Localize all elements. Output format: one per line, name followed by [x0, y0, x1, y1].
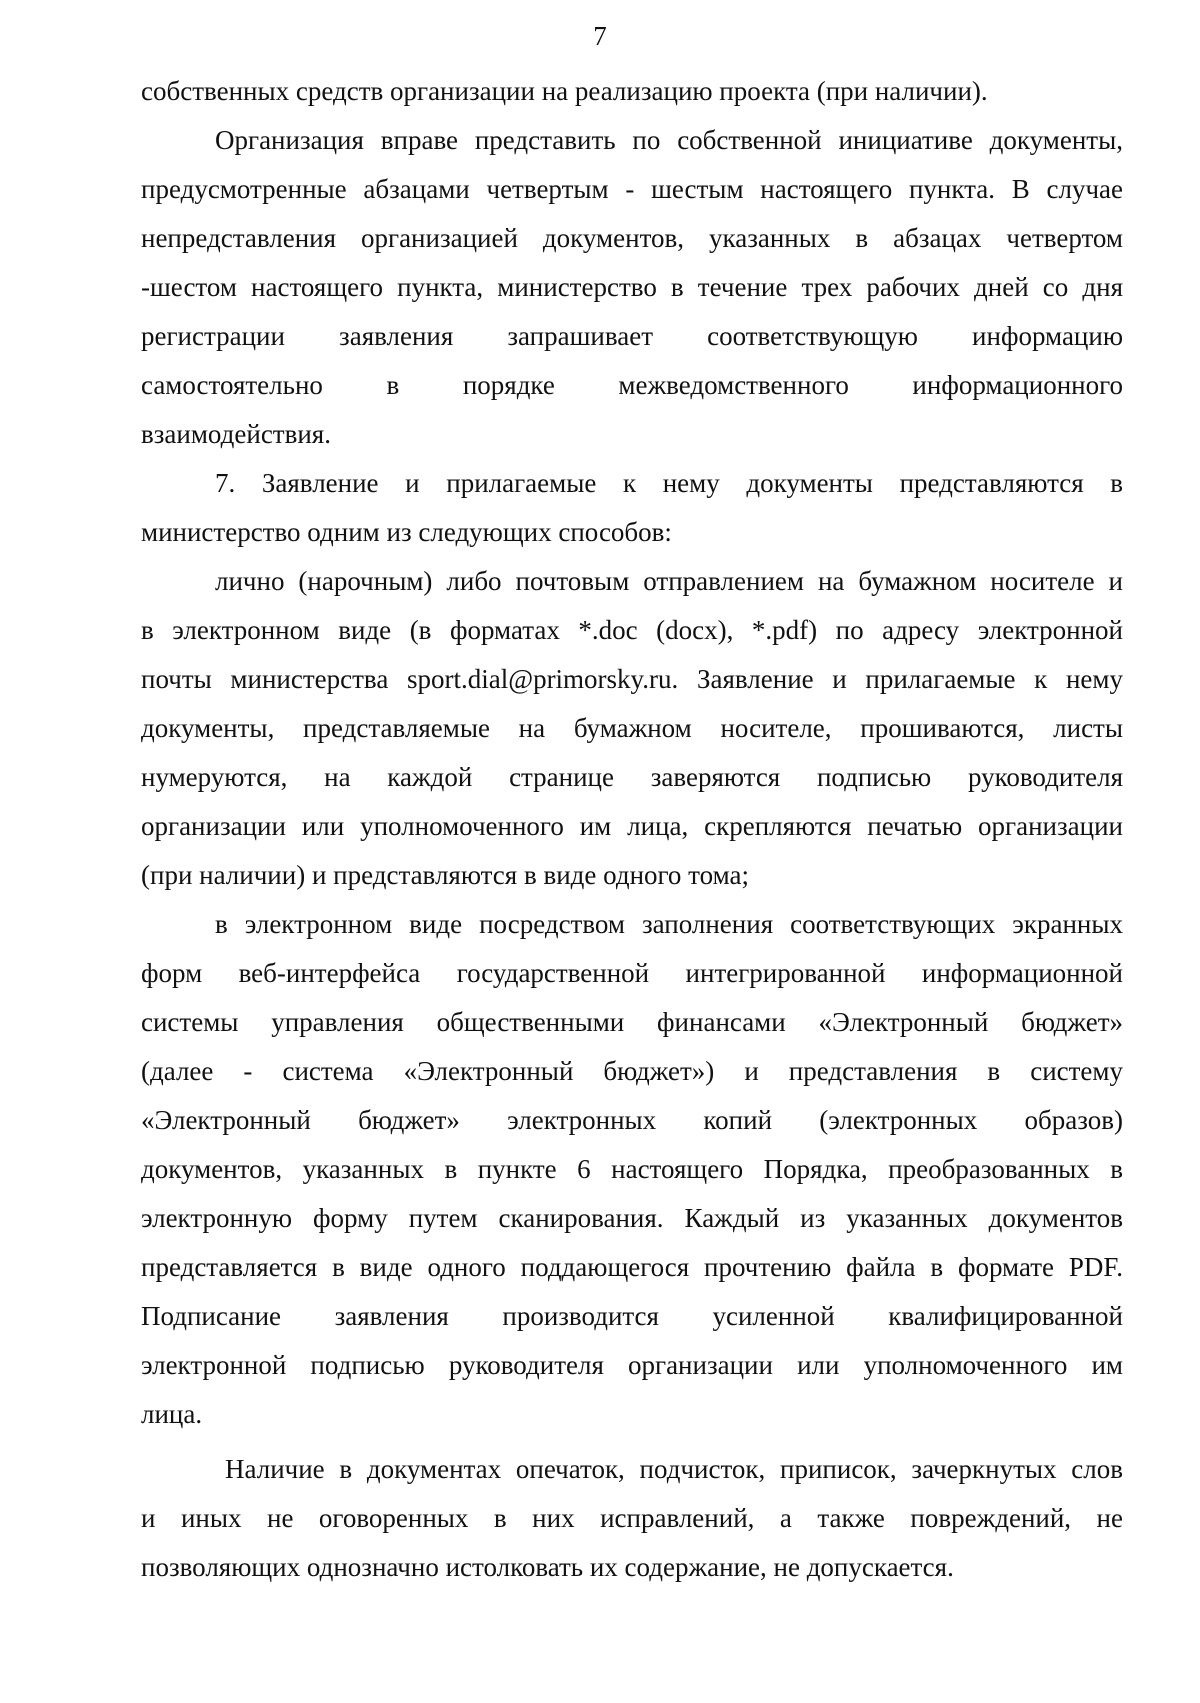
text-line: электронную форму путем сканирования. Каждый из указанных документов — [141, 1203, 1123, 1233]
text-line: в электронном виде (в форматах *.doc (docx), *.pdf) по адресу электронной — [141, 615, 1123, 645]
text-line: министерство одним из следующих способов: — [141, 517, 672, 547]
text-line: представляется в виде одного поддающегося прочтению файла в формате PDF. — [141, 1252, 1123, 1282]
text-line: «Электронный бюджет» электронных копий (электронных образов) — [141, 1105, 1123, 1135]
text-line: Подписание заявления производится усиленной квалифицированной — [141, 1301, 1123, 1331]
text-line: (при наличии) и представляются в виде одного тома; — [141, 860, 749, 890]
text-line: регистрации заявления запрашивает соответствующую информацию — [141, 321, 1123, 351]
text-line: -шестом настоящего пункта, министерство в течение трех рабочих дней со дня — [141, 272, 1123, 302]
text-line: лица. — [141, 1399, 203, 1429]
text-line: электронной подписью руководителя организации или уполномоченного им — [141, 1350, 1123, 1380]
text-line: и иных не оговоренных в них исправлений, а также повреждений, не — [141, 1503, 1123, 1533]
text-line: почты министерства sport.dial@primorsky.ru. Заявление и прилагаемые к нему — [141, 664, 1123, 694]
text-line: Организация вправе представить по собственной инициативе документы, — [215, 125, 1123, 155]
text-line: организации или уполномоченного им лица, скрепляются печатью организации — [141, 811, 1123, 841]
text-line: собственных средств организации на реализацию проекта (при наличии). — [141, 76, 988, 106]
text-line: позволяющих однозначно истолковать их содержание, не допускается. — [141, 1552, 954, 1582]
page-number: 7 — [593, 21, 607, 51]
text-line: самостоятельно в порядке межведомственного информационного — [141, 370, 1123, 400]
text-line: взаимодействия. — [141, 419, 331, 449]
text-line: документов, указанных в пункте 6 настоящего Порядка, преобразованных в — [141, 1154, 1123, 1184]
text-line: (далее - система «Электронный бюджет») и представления в систему — [141, 1056, 1123, 1086]
document-body — [141, 67, 1123, 1592]
text-line: системы управления общественными финансами «Электронный бюджет» — [141, 1007, 1123, 1037]
text-line: Наличие в документах опечаток, подчисток, приписок, зачеркнутых слов — [225, 1454, 1123, 1484]
text-line: документы, представляемые на бумажном носителе, прошиваются, листы — [141, 713, 1123, 743]
text-line: нумеруются, на каждой странице заверяются подписью руководителя — [141, 762, 1123, 792]
text-line: 7. Заявление и прилагаемые к нему документы представляются в — [215, 468, 1123, 498]
text-line: в электронном виде посредством заполнения соответствующих экранных — [215, 909, 1123, 939]
text-line: лично (нарочным) либо почтовым отправлением на бумажном носителе и — [215, 566, 1123, 596]
text-line: непредставления организацией документов, указанных в абзацах четвертом — [141, 223, 1123, 253]
text-line: форм веб-интерфейса государственной интегрированной информационной — [141, 958, 1123, 988]
text-line: предусмотренные абзацами четвертым - шестым настоящего пункта. В случае — [141, 174, 1123, 204]
